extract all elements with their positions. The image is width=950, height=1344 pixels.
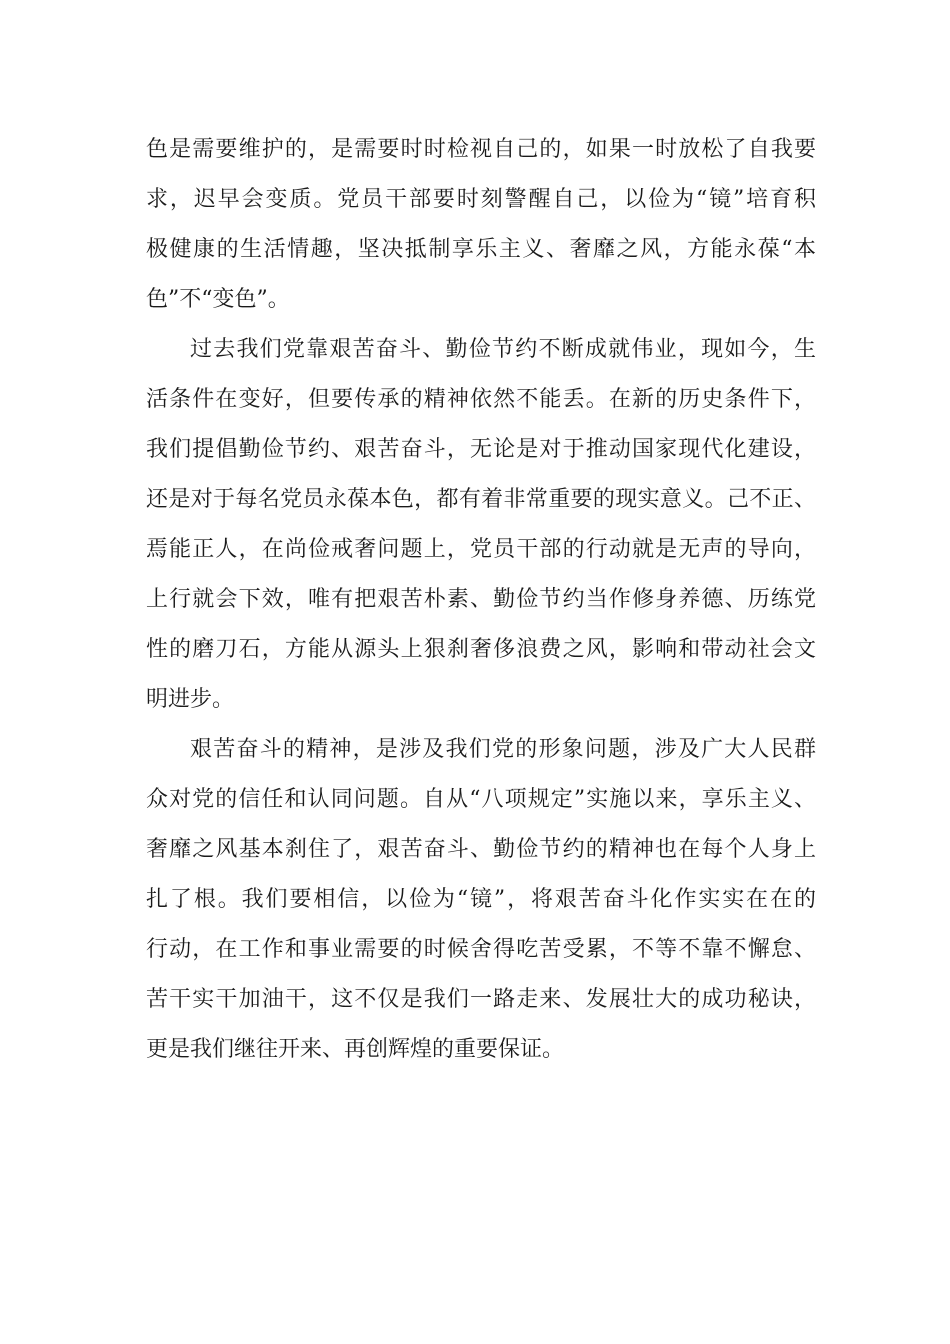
- paragraph-line: 奢靡之风基本刹住了，艰苦奋斗、勤俭节约的精神也在每个人身上: [146, 837, 816, 862]
- paragraph-line: 活条件在变好，但要传承的精神依然不能丢。在新的历史条件下，: [146, 387, 816, 412]
- paragraph-line: 过去我们党靠艰苦奋斗、勤俭节约不断成就伟业，现如今，生: [190, 337, 816, 362]
- paragraph-line: 更是我们继往开来、再创辉煌的重要保证。: [146, 1037, 565, 1062]
- paragraph-line: 众对党的信任和认同问题。自从“八项规定”实施以来，享乐主义、: [146, 787, 816, 812]
- paragraph-line: 上行就会下效，唯有把艰苦朴素、勤俭节约当作修身养德、历练党: [146, 587, 816, 612]
- paragraph-line: 苦干实干加油干，这不仅是我们一路走来、发展壮大的成功秘诀，: [146, 987, 816, 1012]
- paragraph-line: 艰苦奋斗的精神，是涉及我们党的形象问题，涉及广大人民群: [190, 737, 816, 762]
- paragraph-line: 我们提倡勤俭节约、艰苦奋斗，无论是对于推动国家现代化建设，: [146, 437, 816, 462]
- paragraph-line: 极健康的生活情趣，坚决抵制享乐主义、奢靡之风，方能永葆“本: [146, 237, 816, 262]
- paragraph-line: 明进步。: [146, 687, 235, 712]
- paragraph-line: 色是需要维护的，是需要时时检视自己的，如果一时放松了自我要: [146, 137, 816, 162]
- paragraph-line: 还是对于每名党员永葆本色，都有着非常重要的现实意义。己不正、: [146, 487, 816, 512]
- paragraph-line: 扎了根。我们要相信，以俭为“镜”，将艰苦奋斗化作实实在在的: [146, 887, 816, 912]
- paragraph-line: 焉能正人，在尚俭戒奢问题上，党员干部的行动就是无声的导向，: [146, 537, 816, 562]
- paragraph-line: 性的磨刀石，方能从源头上狠刹奢侈浪费之风，影响和带动社会文: [146, 637, 816, 662]
- paragraph-line: 求，迟早会变质。党员干部要时刻警醒自己，以俭为“镜”培育积: [146, 187, 816, 212]
- paragraph-line: 色”不“变色”。: [146, 287, 290, 312]
- paragraph-line: 行动，在工作和事业需要的时候舍得吃苦受累，不等不靠不懈怠、: [146, 937, 816, 962]
